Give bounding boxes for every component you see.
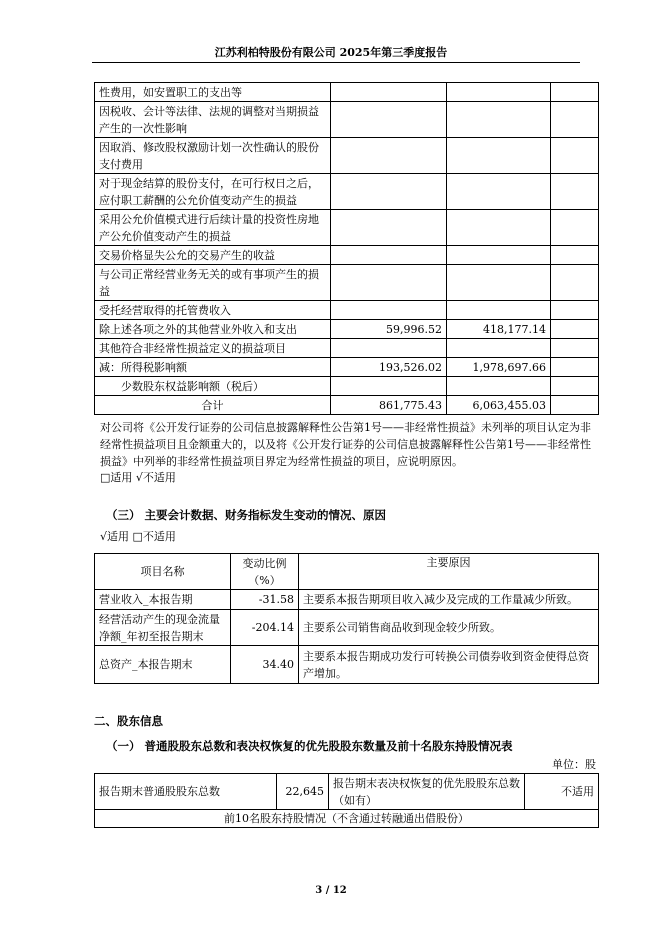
table-row	[95, 102, 599, 138]
item-cell: 交易价格显失公允的交易产生的收益	[95, 246, 331, 265]
label-cell: 报告期末普通股股东总数	[95, 774, 277, 810]
table-row	[95, 358, 599, 377]
ratio-cell: -31.58	[231, 590, 299, 610]
reason-cell: 主要系本报告期项目收入减少及完成的工作量减少所致。	[299, 590, 599, 610]
ytd-cell	[447, 210, 551, 246]
table-header-row	[95, 554, 599, 590]
ytd-cell	[447, 174, 551, 210]
ytd-cell	[447, 83, 551, 102]
note-applicability: □适用 √不适用	[100, 471, 176, 484]
current-cell	[331, 377, 447, 396]
ratio-cell: -204.14	[231, 610, 299, 646]
table-row	[95, 83, 599, 102]
item-cell: 经营活动产生的现金流量净额_年初至报告期末	[95, 610, 231, 646]
ratio-cell: 34.40	[231, 646, 299, 684]
current-cell: 193,526.02	[331, 358, 447, 377]
current-cell	[331, 83, 447, 102]
current-cell	[331, 339, 447, 358]
table-row	[95, 774, 599, 810]
value-cell: 22,645	[277, 774, 329, 810]
table-row	[95, 246, 599, 265]
current-cell: 861,775.43	[331, 396, 447, 415]
section-applicability: √适用 □不适用	[100, 530, 176, 543]
note-cell	[551, 301, 599, 320]
item-cell: 合计	[95, 396, 331, 415]
item-cell: 因税收、会计等法律、法规的调整对当期损益产生的一次性影响	[95, 102, 331, 138]
reason-cell: 主要系本报告期成功发行可转换公司债券收到资金使得总资产增加。	[299, 646, 599, 684]
table-row	[95, 590, 599, 610]
note-cell	[551, 210, 599, 246]
item-cell: 少数股东权益影响额（税后）	[95, 377, 331, 396]
note-cell	[551, 138, 599, 174]
current-cell	[331, 246, 447, 265]
note-cell	[551, 265, 599, 301]
note-cell	[551, 174, 599, 210]
ytd-cell	[447, 301, 551, 320]
table-row	[95, 265, 599, 301]
item-cell: 对于现金结算的股份支付，在可行权日之后，应付职工薪酬的公允价值变动产生的损益	[95, 174, 331, 210]
header-reason: 主要原因	[299, 554, 599, 590]
item-cell: 因取消、修改股权激励计划一次性确认的股份支付费用	[95, 138, 331, 174]
table-row	[95, 646, 599, 684]
item-cell: 与公司正常经营业务无关的或有事项产生的损益	[95, 265, 331, 301]
item-cell: 减：所得税影响额	[95, 358, 331, 377]
ytd-cell	[447, 102, 551, 138]
ytd-cell: 418,177.14	[447, 320, 551, 339]
item-cell: 其他符合非经常性损益定义的损益项目	[95, 339, 331, 358]
note-paragraph: 对公司将《公开发行证券的公司信息披露解释性公告第1号——非经常性损益》未列举的项目认定为非经常性损益项目且金额重大的，以及将《公开发行证券的公司信息披露解释性公告第1号——非经常性损益》中列举的非经常性损益项目界定为经常性损益的项目，应说明原因。	[100, 421, 591, 468]
table-row	[95, 174, 599, 210]
table-row	[95, 301, 599, 320]
item-cell: 总资产_本报告期末	[95, 646, 231, 684]
current-cell	[331, 210, 447, 246]
table-row	[95, 210, 599, 246]
table-row-total	[95, 396, 599, 415]
current-cell	[331, 102, 447, 138]
page-header-title: 江苏利柏特股份有限公司 2025年第三季度报告	[214, 46, 448, 59]
table-row	[95, 339, 599, 358]
unit-label: 单位：股	[552, 758, 596, 771]
nonrecurring-table	[94, 82, 599, 415]
table-row	[95, 610, 599, 646]
note-cell	[551, 83, 599, 102]
table-row	[95, 320, 599, 339]
note-cell	[551, 396, 599, 415]
ytd-cell	[447, 246, 551, 265]
item-cell: 营业收入_本报告期	[95, 590, 231, 610]
current-cell	[331, 265, 447, 301]
table-row	[95, 810, 599, 828]
item-cell: 采用公允价值模式进行后续计量的投资性房地产公允价值变动产生的损益	[95, 210, 331, 246]
current-cell	[331, 301, 447, 320]
header-ratio: 变动比例（%）	[231, 554, 299, 590]
table-row	[95, 138, 599, 174]
page-number: 3 / 12	[315, 885, 347, 896]
header-item: 项目名称	[95, 554, 231, 590]
current-cell: 59,996.52	[331, 320, 447, 339]
item-cell: 受托经营取得的托管费收入	[95, 301, 331, 320]
note-cell	[551, 320, 599, 339]
ytd-cell: 1,978,697.66	[447, 358, 551, 377]
current-cell	[331, 174, 447, 210]
reason-cell: 主要系公司销售商品收到现金较少所致。	[299, 610, 599, 646]
section-title-shareholders: 二、股东信息	[94, 714, 163, 728]
item-cell: 性费用，如安置职工的支出等	[95, 83, 331, 102]
caption-cell: 前10名股东持股情况（不含通过转融通出借股份）	[95, 810, 599, 828]
section-title-changes: （三） 主要会计数据、财务指标发生变动的情况、原因	[106, 508, 387, 522]
ytd-cell: 6,063,455.03	[447, 396, 551, 415]
subsection-title-shareholders: （一） 普通股股东总数和表决权恢复的优先股股东数量及前十名股东持股情况表	[106, 739, 513, 753]
note-cell	[551, 339, 599, 358]
changes-table	[94, 553, 599, 684]
note-cell	[551, 246, 599, 265]
ytd-cell	[447, 339, 551, 358]
note-cell	[551, 102, 599, 138]
ytd-cell	[447, 377, 551, 396]
ytd-cell	[447, 265, 551, 301]
note-cell	[551, 358, 599, 377]
note-cell	[551, 377, 599, 396]
header-rule	[92, 62, 580, 63]
table-row	[95, 377, 599, 396]
item-cell: 除上述各项之外的其他营业外收入和支出	[95, 320, 331, 339]
label-cell: 报告期末表决权恢复的优先股股东总数（如有）	[329, 774, 525, 810]
value-cell: 不适用	[525, 774, 599, 810]
shareholders-table	[94, 773, 599, 828]
current-cell	[331, 138, 447, 174]
ytd-cell	[447, 138, 551, 174]
